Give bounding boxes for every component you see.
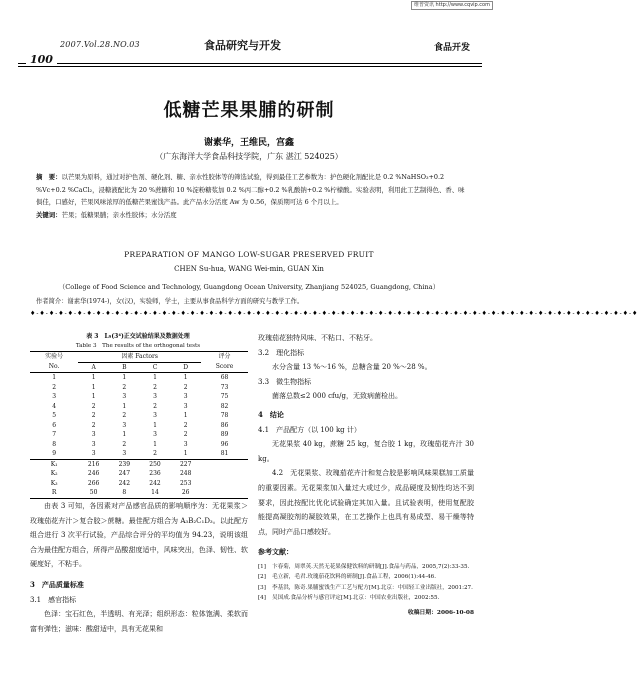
table-cell: 1 [122, 431, 127, 438]
table-cell: K₂ [50, 470, 58, 477]
factor-col-b: B [109, 362, 140, 373]
table-cell: 236 [149, 470, 161, 477]
table-row [30, 421, 248, 431]
reference-item [258, 593, 474, 604]
abstract [36, 171, 468, 209]
table-cell: 2 [153, 383, 157, 391]
table-cell: R [30, 488, 78, 498]
table-header-no-en: No. [30, 362, 78, 373]
table-cell: 266 [87, 479, 100, 487]
table-cell: 3 [122, 450, 127, 457]
table-row [30, 440, 248, 450]
table-cell: 253 [179, 479, 192, 487]
table-cell: 2 [153, 450, 157, 457]
table-cell: K₃ [50, 479, 58, 487]
paragraph-sensory: 色泽：宝石红色，半透明、有光泽；组织形态：粒体饱满、柔软而富有弹性；滋味：酸甜适中，具有无花果和 [30, 610, 248, 633]
table-cell: 246 [87, 470, 100, 477]
keywords [36, 209, 468, 222]
reference-text: 毛立新，毛君.玫瑰茄花饮料的研制[J].食品工程，2006(1):44-46. [272, 574, 436, 581]
reference-text: 吴国成.食品分析与感官评定[M].北京：中国农业出版社，2002:55. [272, 595, 440, 602]
orthogonal-results-table [30, 351, 248, 499]
table-cell: 81 [220, 450, 229, 457]
affiliation: （广东海洋大学食品科技学院，广东 湛江 524025） [155, 152, 343, 161]
table-cell: 3 [153, 393, 157, 400]
table-cell: 3 [153, 412, 157, 419]
abstract-block [36, 171, 468, 221]
heading-quality: 3 产品质量标准 [30, 579, 84, 589]
table-cell: 14 [140, 488, 171, 498]
table-cell: 2 [122, 440, 127, 448]
table-cell: 3 [52, 393, 57, 400]
table-row [30, 430, 248, 440]
table-cell: 242 [118, 479, 131, 487]
table-cell: 9 [52, 450, 57, 457]
table-cell: 96 [220, 440, 229, 448]
table-cell: 1 [91, 393, 96, 400]
table-cell: 26 [170, 488, 201, 498]
english-title: PREPARATION OF MANGO LOW-SUGAR PRESERVED FRUIT [124, 250, 374, 259]
factor-col-d: D [170, 362, 201, 373]
source-stamp: 维普资讯 http://www.cqvip.com [411, 1, 493, 10]
table-cell: 1 [52, 374, 57, 381]
table-body [30, 373, 248, 460]
table-cell: 8 [109, 488, 140, 498]
reference-number: [3] [258, 584, 266, 591]
table-cell: 4 [52, 402, 57, 410]
table-cell: 2 [183, 383, 188, 391]
table-summary-row [30, 479, 248, 489]
table-cell: 248 [179, 470, 192, 477]
factor-col-a: A [78, 362, 109, 373]
table-cell: 82 [220, 402, 229, 410]
table-cell: 3 [153, 431, 157, 438]
table-summary-row [30, 469, 248, 479]
table-row [30, 392, 248, 402]
table-cell: 1 [91, 383, 96, 391]
paragraph-factors: 4.2 无花果浆、玫瑰茄花卉汁和复合胶是影响风味果糕加工质量的重要因素。无花果浆加入量过大或过少，成品硬度及韧性均达不到要求，因此按配比优化试验确定其加入量。且试验表明，使用复配胶能提高凝胶剂的凝胶效果，在工艺操作上也具有易成型、易干燥等特点，同时产品口感较好。 [258, 469, 474, 536]
reference-number: [4] [258, 595, 266, 602]
journal-name: 食品研究与开发 [204, 39, 281, 52]
received-date: 收稿日期：2006-10-08 [407, 609, 474, 616]
table-cell: 86 [220, 421, 229, 429]
heading-physchem: 3.2 理化指标 [258, 348, 305, 357]
table-cell: 3 [91, 431, 96, 438]
paragraph-analysis: 由表 3 可知，各因素对产品感官品质的影响顺序为：无花果浆＞玫瑰茄花卉汁＞复合胶＞蔗糖。最佳配方组合为 A₃B₂C₁D₃。以此配方组合进行 3 次平行试验，产品综合评分的平均值为 94.23，说明该组合为最佳配方组合，所得产品酸甜度适中，风味突出，色泽、韧性、软硬度好，不粘手。 [30, 502, 248, 569]
table-cell: 3 [122, 393, 127, 400]
heading-micro: 3.3 微生物指标 [258, 377, 312, 386]
table-cell: 242 [149, 479, 161, 487]
reference-item [258, 572, 474, 583]
heading-sensory: 3.1 感官指标 [30, 595, 77, 604]
table-cell: 1 [183, 374, 188, 381]
table-cell: 1 [122, 374, 127, 381]
table-cell-empty [201, 469, 248, 479]
table-cell-empty [201, 488, 248, 498]
table-summary-row [30, 488, 248, 498]
author-note: 作者简介：谢素华(1974-)，女(汉)，实验师，学士，主要从事食品科学方面的研究与教学工作。 [36, 298, 304, 305]
table-cell: 75 [220, 393, 229, 400]
reference-text: 李基洪，陈奇.果脯蜜饯生产工艺与配方[M].北京：中国轻工业出版社，2001:27. [272, 584, 473, 591]
table-cell: 2 [91, 421, 96, 429]
paragraph-formula: 无花果浆 40 kg，蔗糖 25 kg，复合胶 1 kg，玫瑰茄花卉汁 30 kg。 [258, 440, 474, 463]
issue-label: 2007.Vol.28.NO.03 [60, 40, 140, 49]
factor-col-c: C [140, 362, 171, 373]
table-cell: 1 [153, 374, 157, 381]
table-cell: 3 [91, 450, 96, 457]
table-k-rows [30, 459, 248, 498]
table-cell: 227 [170, 459, 201, 469]
section-name: 食品开发 [433, 43, 470, 53]
table-cell: 216 [78, 459, 109, 469]
article-title: 低糖芒果果脯的研制 [163, 100, 335, 121]
table-cell: 89 [220, 431, 229, 438]
table-cell: 7 [52, 431, 57, 438]
table-cell: 1 [91, 374, 96, 381]
paragraph-continued: 玫瑰茄花独特风味、不粘口、不粘牙。 [258, 334, 377, 342]
table-cell-empty [201, 459, 248, 469]
table-header-score: 评分 [201, 352, 248, 363]
paragraph-micro: 菌落总数≤2 000 cfu/g，无致病菌检出。 [272, 392, 402, 401]
paragraph-physchem: 水分含量 13 %～16 %，总糖含量 20 %～28 %。 [272, 363, 432, 372]
table-cell: 2 [91, 412, 96, 419]
references-title: 参考文献： [258, 547, 293, 557]
table-row [30, 383, 248, 393]
table-cell: 2 [153, 402, 157, 410]
table-cell: 2 [183, 431, 188, 438]
keywords-label: 关键词： [36, 210, 62, 219]
header-rule [18, 63, 482, 64]
table-row [30, 449, 248, 459]
table-cell: 3 [122, 421, 127, 429]
table-cell: 3 [183, 440, 188, 448]
authors: 谢素华，王维民，宫鑫 [203, 138, 294, 148]
table-cell: 68 [220, 374, 229, 381]
heading-conclusion: 4 结论 [258, 409, 284, 419]
right-column [258, 331, 474, 621]
abstract-label: 摘 要： [36, 173, 62, 181]
table-cell: 247 [118, 470, 131, 477]
reference-item [258, 562, 474, 573]
reference-number: [1] [258, 563, 266, 570]
table-cell: 8 [52, 440, 57, 448]
table-caption-en: Table 3 The results of the orthogonal tests [75, 343, 201, 349]
heading-formula: 4.1 产品配方（以 100 kg 计） [258, 425, 361, 434]
table-cell: 2 [183, 421, 188, 429]
table-cell: 50 [78, 488, 109, 498]
left-column [30, 499, 248, 636]
header-rule-thin [18, 66, 482, 67]
decorative-separator: ♦-♦-♦-♦-♦-♦-♦-♦-♦-♦-♦-♦-♦-♦-♦-♦-♦-♦-♦-♦-♦-♦-♦-♦-♦-♦-♦-♦-♦-♦-♦-♦-♦-♦-♦-♦-♦-♦-♦-♦-♦-♦-♦-♦-♦-♦-♦-♦-♦-♦-♦-♦-♦-♦-♦-♦-♦-♦-♦-♦-♦-♦-♦-♦-♦ [30, 310, 638, 317]
table-row [30, 411, 248, 421]
reference-text: 卞春菊，周翠英.天然无花果保健饮料的研制[J].食品与药品，2005,7(2):33-35. [272, 563, 470, 570]
english-authors: CHEN Su-hua, WANG Wei-min, GUAN Xin [174, 265, 324, 273]
table-cell: 2 [122, 383, 127, 391]
table-cell: 5 [52, 412, 57, 419]
table-cell: 1 [183, 412, 188, 419]
reference-item [258, 583, 474, 594]
table-header-no: 实验号 [30, 352, 78, 363]
table-cell: 73 [220, 383, 229, 391]
abstract-text: 以芒果为原料，通过对护色剂、硬化剂、糖、亲水性胶体等的筛选试验，得到最佳工艺参数为：护色硬化剂配比是 0.2 %NaHSO₃+0.2 %Vc+0.2 %CaCl₂，浸糖液配比为 20 %蔗糖和 10 %淀粉糖浆加 0.2 %丙二醇+0.2 %乳酸钠+0.2 %柠檬酸。实验表明，利用此工艺制得色、香、味俱佳，口感好，芒果风味浓厚的低糖芒果蜜饯产品。此产品水分活度 Aw 为 0.56，保质期可达 6 个月以上。 [36, 173, 465, 206]
english-affiliation: （College of Food Science and Technology, Guangdong Ocean University, Zhanjiang 524025, Guangdong, China） [58, 283, 440, 291]
table-cell: 1 [153, 440, 157, 448]
references-list [258, 562, 474, 604]
table-cell: 3 [183, 393, 188, 400]
table-summary-row [30, 459, 248, 469]
page-number: 100 [26, 53, 57, 66]
table-cell: 6 [52, 421, 57, 429]
table-cell: 2 [91, 402, 96, 410]
keywords-text: 芒果；低糖果脯；亲水性胶体；水分活度 [61, 210, 177, 219]
table-cell-empty [201, 479, 248, 489]
table-header-factors: 因素 Factors [78, 352, 201, 363]
table-cell: K₁ [30, 459, 78, 469]
table-row [30, 402, 248, 412]
table-cell: 1 [153, 421, 157, 429]
reference-number: [2] [258, 574, 266, 581]
table-cell: 2 [122, 412, 127, 419]
table-cell: 2 [52, 383, 57, 391]
table-caption-cn: 表 3 L₉(3⁴)正交试验结果及数据处理 [86, 333, 190, 340]
table-row [30, 373, 248, 383]
table-cell: 3 [91, 440, 96, 448]
table-cell: 1 [183, 450, 188, 457]
table-cell: 78 [220, 412, 229, 419]
table-cell: 3 [183, 402, 188, 410]
table-cell: 239 [109, 459, 140, 469]
table-header-score-en: Score [201, 362, 248, 373]
table-cell: 1 [122, 402, 127, 410]
table-cell: 250 [140, 459, 171, 469]
